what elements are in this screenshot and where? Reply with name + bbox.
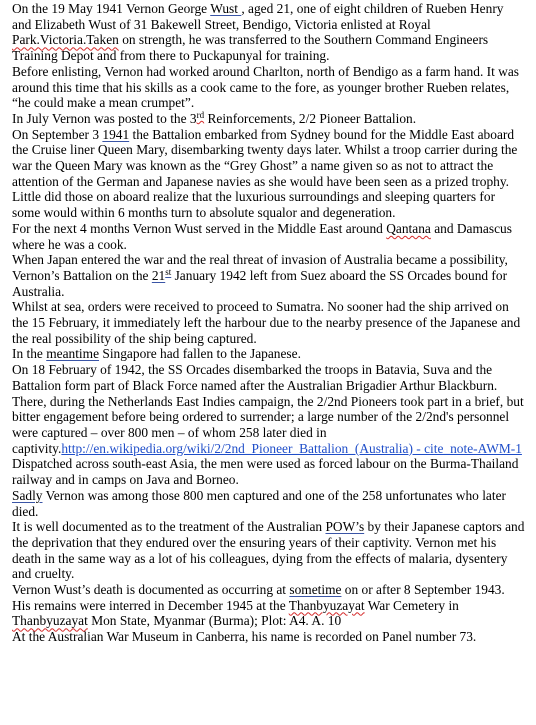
text-run: On 18 February of 1942, the SS Orcades disembarked the troops in Batavia, Suva and the Battalion form part of Black Force named after the Australian Brigadier Arthur Blackburn. [12,362,498,393]
text-run: Vernon was among those 800 men captured and one of the 258 unfortunates who later died. [12,487,506,519]
text-run: For the next 4 months Vernon Wust served in the Middle East around [12,220,387,236]
paragraph-luxury [12,189,526,220]
text-run: Dispatched across south-east Asia, the men were used as forced labour on the Burma-Thailand railway and in camps on Java and Borneo. [12,456,519,488]
marked-word: Thanbyuzayat [288,597,365,613]
text-run: Whilst at sea, orders were received to proceed to Sumatra. No sooner had the ship arrived on the 15 February, it immediately left the harbour due to the nearby presence of the Japanese and the real possibility of the ship being captured. [12,299,521,346]
text-run: on or after 8 September 1943. [341,582,505,598]
text-run: January 1942 left from Suez aboard the SS Orcades bound for Australia. [12,267,508,299]
paragraph-memorial [12,629,526,645]
text-run: Little did those on aboard realize that the luxurious surroundings and sleeping quarters for some would within 6 months turn to absolute squalor and degeneration. [12,189,496,221]
text-run: It is well documented as to the treatment of the Australian [12,519,326,535]
text-run: Vernon Wust’s death is documented as occurring at [12,582,290,598]
text-run: On September 3 [12,126,103,142]
ordinal-suffix: rd [196,109,205,120]
paragraph-treatment [12,519,526,582]
text-run: Mon State, Myanmar (Burma); Plot: A4. A. 10 [87,613,342,629]
text-run: , aged 21, one of eight children of Rueben Henry and Elizabeth Wust of 31 Bakewell Street, Bendigo, Victoria enlisted at Royal [12,1,504,32]
marked-word: POW’s [325,519,365,535]
text-run: Singapore had fallen to the Japanese. [99,346,301,362]
text-run: War Cemetery in [364,597,459,613]
text-run: At the Australian War Museum in Canberra, his name is recorded on Panel number 73. [12,629,477,645]
marked-word: Qantana [386,220,431,236]
paragraph-sumatra [12,299,526,346]
text-run: On the 19 May 1941 Vernon George [12,1,211,16]
paragraph-black-force [12,362,526,393]
marked-word: Park.Victoria.Taken [12,32,119,48]
paragraph-singapore [12,346,526,362]
ordinal-suffix: st [165,266,172,277]
marked-word: sometime [289,582,342,598]
text-run: When Japan entered the war and the real threat of invasion of Australia became a possibility, Vernon’s Battalion on the [12,252,508,283]
marked-word: 21 [151,267,166,283]
paragraph-remains [12,598,526,629]
paragraph-death [12,582,526,598]
marked-word: Thanbyuzayat [12,613,88,629]
text-run: the Battalion embarked from Sydney bound for the Middle East aboard the Cruise liner Queen Mary, disembarking twenty days later. Whilst a troop carrier during the war the Queen Mary was known as the “Grey Ghost” a name given so as not to attract the attention of the German and Japanese navies as she would have been seen as a prized trophy. [12,126,518,189]
paragraph-captured [12,394,526,488]
paragraph-suez [12,252,526,299]
marked-word: 1941 [102,126,130,142]
paragraph-queen-mary [12,127,526,190]
paragraph-july-1941 [12,111,526,127]
marked-word: Wust [210,1,238,16]
text-run: His remains were interred in December 1945 at the [12,597,289,613]
paragraph-middle-east [12,221,526,252]
paragraph-sadly [12,488,526,519]
text-run: by their Japanese captors and the deprivation that they endured over the ensuring years of their captivity. Vernon met his death in the same way as a lot of his colleagues, dying from the effects of malaria, dysentery and cruelty. [12,519,525,582]
wikipedia-link[interactable]: http://en.wikipedia.org/wiki/2/2nd_Pioneer_Battalion_(Australia) - cite_note-AWM-1 [61,440,522,456]
text-run: In the [12,346,47,362]
text-run: and Damascus where he was a cook. [12,220,512,252]
paragraph-enlistment [12,1,526,64]
text-run: In July Vernon was posted to the 3 [12,110,197,126]
text-run: Reinforcements, 2/2 Pioneer Battalion. [204,110,417,126]
text-run: There, during the Netherlands East Indies campaign, the 2/2nd Pioneers took part in a brief, but bitter engagement before being ordered to surrender; a large number of the 2/2nd's personnel were captured – over 800 men – of whom 258 later died in captivity. [12,393,524,456]
text-run: Before enlisting, Vernon had worked around Charlton, north of Bendigo as a farm hand. It was around this time that his skills as a cook came to the fore, as younger brother Rueben relates, “he could make a mean crumpet”. [12,63,519,111]
paragraph-before-enlisting [12,64,526,111]
marked-word: meantime [46,346,100,362]
marked-word: Sadly [12,487,43,503]
text-run: on strength, he was transferred to the Southern Command Engineers Training Depot and from there to Puckapunyal for training. [12,32,489,64]
